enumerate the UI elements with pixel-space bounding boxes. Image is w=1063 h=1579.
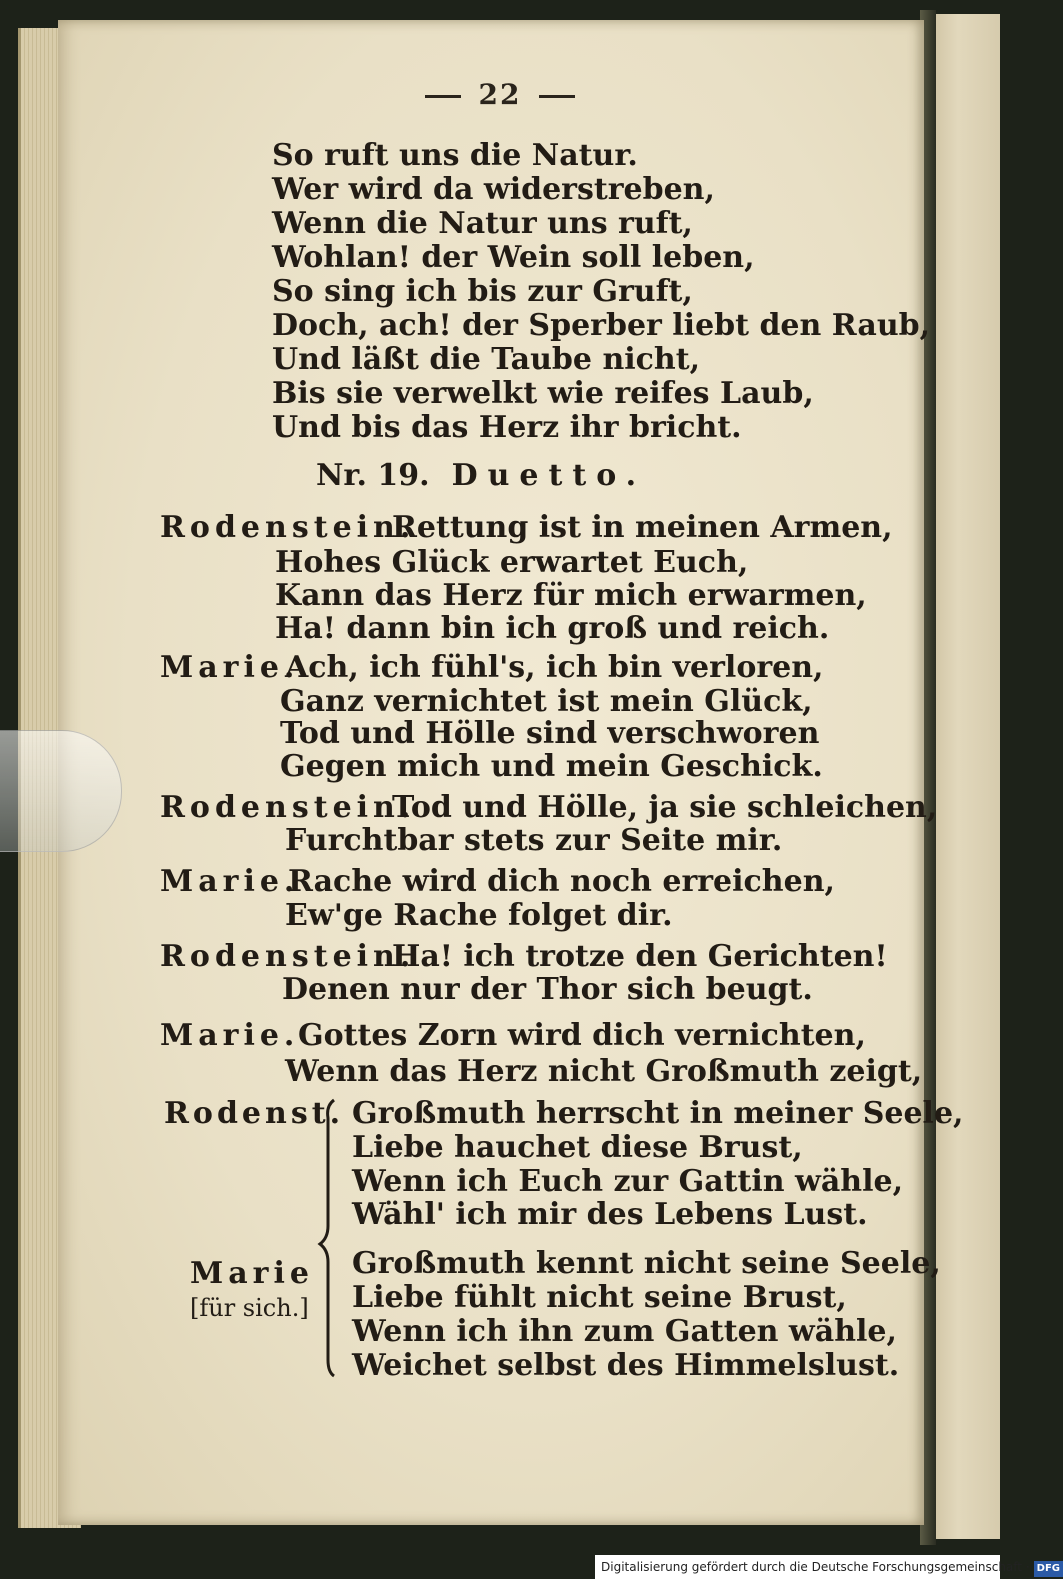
stanza-line: So ruft uns die Natur. — [272, 138, 638, 173]
speaker-name: Marie. — [160, 650, 300, 685]
dialogue-line: Hohes Glück erwartet Euch, — [275, 545, 749, 580]
dialogue-line: Rache wird dich noch erreichen, — [288, 864, 835, 899]
stage-direction: [für sich.] — [190, 1294, 309, 1322]
speaker-name: Rodenst. — [164, 1096, 345, 1131]
dialogue-line: Ha! dann bin ich groß und reich. — [275, 611, 830, 646]
page-clip-tab — [0, 730, 122, 852]
dash-right — [539, 95, 575, 98]
dialogue-line: Ew'ge Rache folget dir. — [285, 898, 673, 933]
dialogue-line: Ganz vernichtet ist mein Glück, — [280, 684, 813, 719]
dialogue-line: Tod und Hölle sind verschworen — [280, 716, 820, 751]
speaker-name: Marie. — [160, 864, 300, 899]
dialogue-line: Furchtbar stets zur Seite mir. — [285, 823, 783, 858]
speaker-name: Rodenstein. — [160, 939, 416, 974]
duet-line: Großmuth herrscht in meiner Seele, — [352, 1096, 964, 1131]
page-number-text: 22 — [478, 78, 522, 111]
stanza-line: Bis sie verwelkt wie reifes Laub, — [272, 376, 814, 411]
speaker-name: Marie — [190, 1256, 314, 1291]
opposite-page-edge — [930, 14, 1000, 1539]
stanza-line: Doch, ach! der Sperber liebt den Raub, — [272, 308, 931, 343]
duet-line: Liebe hauchet diese Brust, — [352, 1130, 803, 1165]
dash-left — [425, 95, 461, 98]
speaker-name: Rodenstein. — [160, 790, 416, 825]
duet-line: Wenn ich ihn zum Gatten wähle, — [352, 1314, 897, 1349]
dialogue-line: Denen nur der Thor sich beugt. — [282, 972, 813, 1007]
dialogue-line: Gottes Zorn wird dich vernichten, — [298, 1018, 866, 1053]
stanza-line: Wer wird da widerstreben, — [272, 172, 715, 207]
stanza-line: So sing ich bis zur Gruft, — [272, 274, 693, 309]
dialogue-line: Ach, ich fühl's, ich bin verloren, — [285, 650, 824, 685]
dialogue-line: Kann das Herz für mich erwarmen, — [275, 578, 867, 613]
speaker-name: Rodenstein. — [160, 510, 416, 545]
duet-brace — [318, 1098, 340, 1378]
dialogue-line: Rettung ist in meinen Armen, — [392, 510, 893, 545]
digitization-footer — [595, 1555, 1060, 1579]
dialogue-line: Wenn das Herz nicht Großmuth zeigt, — [285, 1054, 923, 1089]
dialogue-line: Ha! ich trotze den Gerichten! — [392, 939, 888, 974]
page-number — [0, 78, 1000, 111]
duet-line: Liebe fühlt nicht seine Brust, — [352, 1280, 847, 1315]
footer-text: Digitalisierung gefördert durch die Deutsche Forschungsgemeinschaft · — [601, 1560, 1030, 1574]
section-title: Duetto. — [451, 458, 647, 493]
stanza-line: Und läßt die Taube nicht, — [272, 342, 701, 377]
duet-line: Großmuth kennt nicht seine Seele, — [352, 1246, 941, 1281]
section-heading — [316, 458, 646, 493]
duet-line: Wähl' ich mir des Lebens Lust. — [352, 1197, 868, 1232]
stanza-line: Wenn die Natur uns ruft, — [272, 206, 693, 241]
duet-line: Wenn ich Euch zur Gattin wähle, — [352, 1164, 904, 1199]
dialogue-line: Tod und Hölle, ja sie schleichen, — [392, 790, 938, 825]
dialogue-line: Gegen mich und mein Geschick. — [280, 749, 823, 784]
dfg-logo: DFG — [1034, 1561, 1063, 1577]
speaker-name: Marie. — [160, 1018, 300, 1053]
stanza-line: Und bis das Herz ihr bricht. — [272, 410, 742, 445]
section-number: Nr. 19. — [316, 458, 430, 493]
duet-line: Weichet selbst des Himmelslust. — [352, 1348, 900, 1383]
stanza-line: Wohlan! der Wein soll leben, — [272, 240, 755, 275]
